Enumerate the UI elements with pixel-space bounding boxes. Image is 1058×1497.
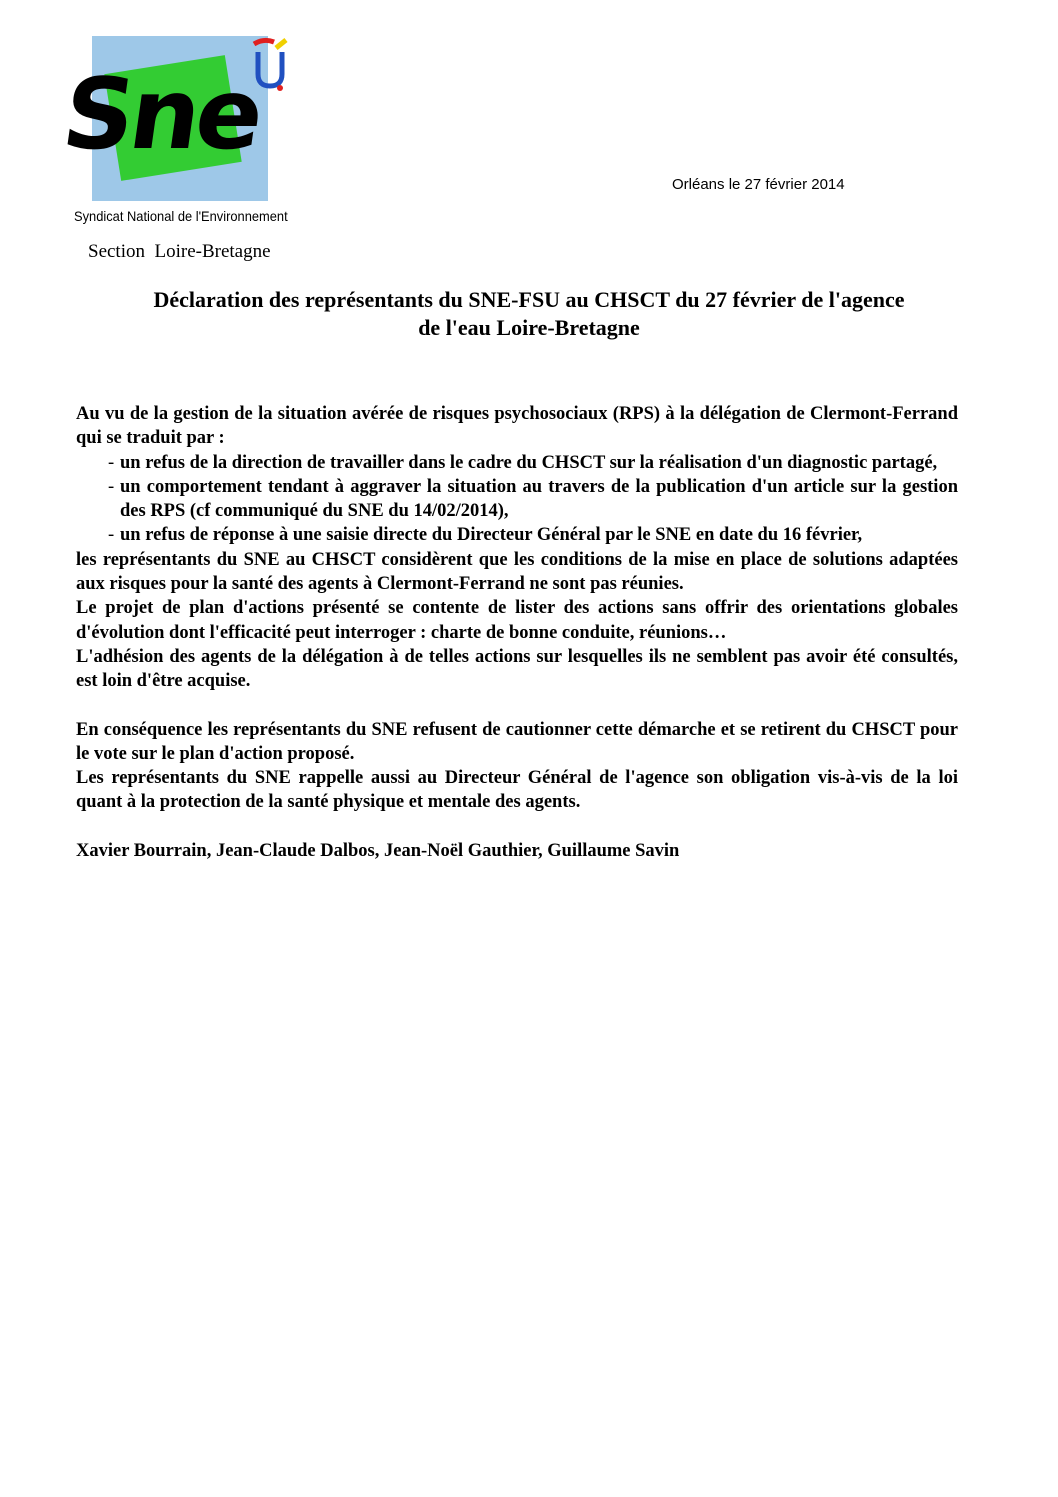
paragraph-adhesion: L'adhésion des agents de la délégation à de telles actions sur lesquelles ils ne semblent pas avoir été consultés, est loin d'être acquise.: [76, 646, 958, 692]
paragraph-consequence: En conséquence les représentants du SNE refusent de cautionner cette démarche et se retirent du CHSCT pour le vote sur le plan d'action proposé.: [76, 719, 958, 764]
list-item-text: un comportement tendant à aggraver la situation au travers de la publication d'un article sur la gestion des RPS (cf communiqué du SNE du 14/02/2014),: [120, 476, 958, 522]
paragraph-conditions: les représentants du SNE au CHSCT considèrent que les conditions de la mise en place de solutions adaptées aux risques pour la santé des agents à Clermont-Ferrand ne sont pas réunies.: [76, 549, 958, 595]
logo-wordmark: Sne: [55, 58, 267, 172]
title-line-2: de l'eau Loire-Bretagne: [418, 315, 640, 340]
list-item: [76, 451, 958, 475]
section-label: Section Loire-Bretagne: [88, 241, 271, 262]
intro-paragraph: Au vu de la gestion de la situation avérée de risques psychosociaux (RPS) à la délégation de Clermont-Ferrand qui se traduit par :: [76, 404, 958, 449]
list-item: [76, 523, 958, 547]
sne-logo: [55, 30, 314, 230]
logo-caption: Syndicat National de l'Environnement: [74, 208, 288, 224]
spacer: [76, 694, 958, 718]
paragraph-plan: Le projet de plan d'actions présenté se contente de lister des actions sans offrir des orientations globales d'évolution dont l'efficacité peut interroger : charte de bonne conduite, réunions…: [76, 598, 958, 643]
bullet-list: [76, 451, 958, 548]
list-item-text: un refus de la direction de travailler dans le cadre du CHSCT sur la réalisation d'un diagnostic partagé,: [120, 452, 938, 473]
bullet-marker: -: [108, 452, 115, 473]
list-item-text: un refus de réponse à une saisie directe du Directeur Général par le SNE en date du 16 février,: [120, 525, 863, 546]
title-line-1: Déclaration des représentants du SNE-FSU au CHSCT du 27 février de l'agence: [153, 287, 905, 312]
spacer: [76, 815, 958, 839]
paragraph-reminder: Les représentants du SNE rappelle aussi au Directeur Général de l'agence son obligation vis-à-vis de la loi quant à la protection de la santé physique et mentale des agents.: [76, 768, 958, 813]
logo-u-icon: [250, 34, 290, 94]
bullet-marker: -: [108, 476, 115, 497]
document-date: Orléans le 27 février 2014: [672, 176, 845, 193]
bullet-marker: -: [108, 525, 115, 546]
document-title: [40, 286, 1018, 342]
signatures: Xavier Bourrain, Jean-Claude Dalbos, Jean-Noël Gauthier, Guillaume Savin: [76, 840, 680, 861]
document-body: [76, 402, 958, 863]
list-item: [76, 475, 958, 524]
